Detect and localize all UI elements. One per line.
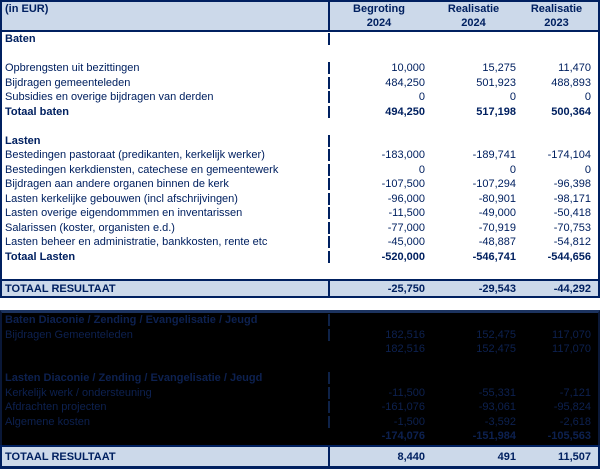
cell-value: 500,364 xyxy=(551,105,591,118)
column-header-line2: 2024 xyxy=(366,16,392,29)
cell-value: -174,104 xyxy=(547,149,591,162)
cell-value: -107,294 xyxy=(472,178,516,191)
cell-value: -7,121 xyxy=(559,386,591,399)
table-row xyxy=(2,163,598,178)
row-label: Opbrengsten uit bezittingen xyxy=(2,62,330,74)
cell-value: -50,418 xyxy=(553,207,591,220)
table-row xyxy=(2,148,598,163)
cell-value: -2,618 xyxy=(559,415,591,428)
table-row xyxy=(2,61,598,76)
unit-label: (in EUR) xyxy=(2,2,330,30)
row-label: Lasten Diaconie / Zending / Evangelisatie / Jeugd xyxy=(2,372,330,384)
cell-value: -77,000 xyxy=(387,221,425,234)
row-label: Lasten xyxy=(2,135,330,147)
cell-value: -161,076 xyxy=(381,401,425,414)
table-row xyxy=(2,192,598,207)
row-label: Bijdragen Gemeenteleden xyxy=(2,329,330,341)
table-row xyxy=(2,400,598,415)
cell-value: 182,516 xyxy=(385,343,425,356)
cell-value: 11,507 xyxy=(557,450,591,463)
row-label: TOTAAL RESULTAAT xyxy=(2,447,330,466)
totaal-resultaat-row-2 xyxy=(0,445,600,469)
table-row xyxy=(2,357,598,372)
cell-value: 117,070 xyxy=(552,343,591,356)
cell-value: -189,741 xyxy=(472,149,516,162)
table-row xyxy=(2,221,598,236)
cell-value: -55,331 xyxy=(478,386,516,399)
cell-value: -54,812 xyxy=(553,236,591,249)
table-row xyxy=(2,371,598,386)
baten-lasten-body xyxy=(2,32,598,279)
cell-value: -183,000 xyxy=(381,149,425,162)
cell-value: 0 xyxy=(509,163,516,176)
cell-value: -25,750 xyxy=(387,282,425,295)
table-row xyxy=(2,119,598,134)
cell-value: 488,893 xyxy=(551,76,591,89)
table-row xyxy=(2,235,598,250)
cell-value: 8,440 xyxy=(397,450,425,463)
column-header-line2: 2024 xyxy=(461,16,486,29)
table-row xyxy=(2,76,598,91)
cell-value: -107,500 xyxy=(381,178,425,191)
row-label: Salarissen (koster, organisten e.d.) xyxy=(2,222,330,234)
cell-value: -546,741 xyxy=(472,250,516,263)
table-header-row xyxy=(2,2,598,32)
cell-value: -544,656 xyxy=(547,250,591,263)
cell-value: -105,563 xyxy=(547,430,591,443)
cell-value: -520,000 xyxy=(381,250,425,263)
table-row xyxy=(2,429,598,444)
column-header-line1: Realisatie xyxy=(530,3,583,15)
cell-value: 501,923 xyxy=(476,76,516,89)
cell-value: -44,292 xyxy=(553,282,591,295)
cell-value: -174,076 xyxy=(381,430,425,443)
row-label: Subsidies en overige bijdragen van derden xyxy=(2,91,330,103)
table-row xyxy=(2,206,598,221)
diaconie-body xyxy=(2,313,598,444)
cell-value: -1,500 xyxy=(393,415,425,428)
cell-value: -95,824 xyxy=(553,401,591,414)
table-row xyxy=(2,105,598,120)
row-label: Bijdragen gemeenteleden xyxy=(2,77,330,89)
column-header-realisatie-2024 xyxy=(428,2,519,30)
row-label: Bijdragen aan andere organen binnen de kerk xyxy=(2,178,330,190)
cell-value: 10,000 xyxy=(391,62,425,75)
cell-value: 152,475 xyxy=(476,343,516,356)
cell-value: -96,398 xyxy=(553,178,591,191)
cell-value: -93,061 xyxy=(478,401,516,414)
cell-value: -70,919 xyxy=(478,221,516,234)
row-label: Bestedingen kerkdiensten, catechese en gemeentewerk xyxy=(2,164,330,176)
cell-value: 491 xyxy=(497,450,516,463)
table-row xyxy=(2,264,598,279)
table-row xyxy=(2,47,598,62)
row-label: Totaal baten xyxy=(2,106,330,118)
cell-value: 517,198 xyxy=(476,105,516,118)
cell-value: 182,516 xyxy=(385,328,425,341)
cell-value: 15,275 xyxy=(482,62,516,75)
row-label: Algemene kosten xyxy=(2,416,330,428)
cell-value: 484,250 xyxy=(385,76,425,89)
cell-value: 0 xyxy=(418,163,425,176)
column-header-line1: Begroting xyxy=(353,3,405,15)
cell-value: -11,500 xyxy=(388,207,425,220)
cell-value: 494,250 xyxy=(385,105,425,118)
cell-value: 0 xyxy=(418,91,425,104)
row-label: Kerkelijk werk / ondersteuning xyxy=(2,387,330,399)
cell-value: 152,475 xyxy=(476,328,516,341)
table-row xyxy=(2,386,598,401)
row-label: Totaal Lasten xyxy=(2,251,330,263)
diaconie-section xyxy=(0,310,600,445)
cell-value: -151,984 xyxy=(472,430,516,443)
column-header-line1: Realisatie xyxy=(447,3,500,15)
cell-value: -29,543 xyxy=(478,282,516,295)
cell-value: -70,753 xyxy=(553,221,591,234)
cell-value: -45,000 xyxy=(387,236,425,249)
table-row xyxy=(2,328,598,343)
table-row xyxy=(2,90,598,105)
cell-value: 0 xyxy=(584,163,591,176)
cell-value: -80,901 xyxy=(478,192,516,205)
table-row xyxy=(2,177,598,192)
table-row xyxy=(2,313,598,328)
column-header-begroting-2024 xyxy=(330,2,428,30)
table-row xyxy=(2,32,598,47)
table-row xyxy=(2,134,598,149)
cell-value: 11,470 xyxy=(558,62,591,75)
cell-value: 117,070 xyxy=(552,328,591,341)
column-header-line2: 2023 xyxy=(544,16,569,29)
table-row xyxy=(2,250,598,265)
row-label: Baten Diaconie / Zending / Evangelisatie / Jeugd xyxy=(2,314,330,326)
cell-value: -11,500 xyxy=(388,386,425,399)
table-row xyxy=(2,415,598,430)
cell-value: 0 xyxy=(584,91,591,104)
row-label: TOTAAL RESULTAAT xyxy=(2,281,330,296)
row-label: Lasten beheer en administratie, bankkosten, rente etc xyxy=(2,236,330,248)
row-label: Lasten kerkelijke gebouwen (incl afschrijvingen) xyxy=(2,193,330,205)
row-label: Afdrachten projecten xyxy=(2,401,330,413)
cell-value: -96,000 xyxy=(387,192,425,205)
table-row xyxy=(2,342,598,357)
row-label: Lasten overige eigendommmen en inventarissen xyxy=(2,207,330,219)
row-label: Bestedingen pastoraat (predikanten, kerkelijk werker) xyxy=(2,149,330,161)
cell-value: -98,171 xyxy=(553,192,591,205)
cell-value: -48,887 xyxy=(478,236,516,249)
column-header-realisatie-2023 xyxy=(519,2,594,30)
cell-value: -49,000 xyxy=(478,207,516,220)
row-label: Baten xyxy=(2,33,330,45)
totaal-resultaat-row-1 xyxy=(2,279,598,296)
cell-value: -3,592 xyxy=(484,415,516,428)
cell-value: 0 xyxy=(509,91,516,104)
